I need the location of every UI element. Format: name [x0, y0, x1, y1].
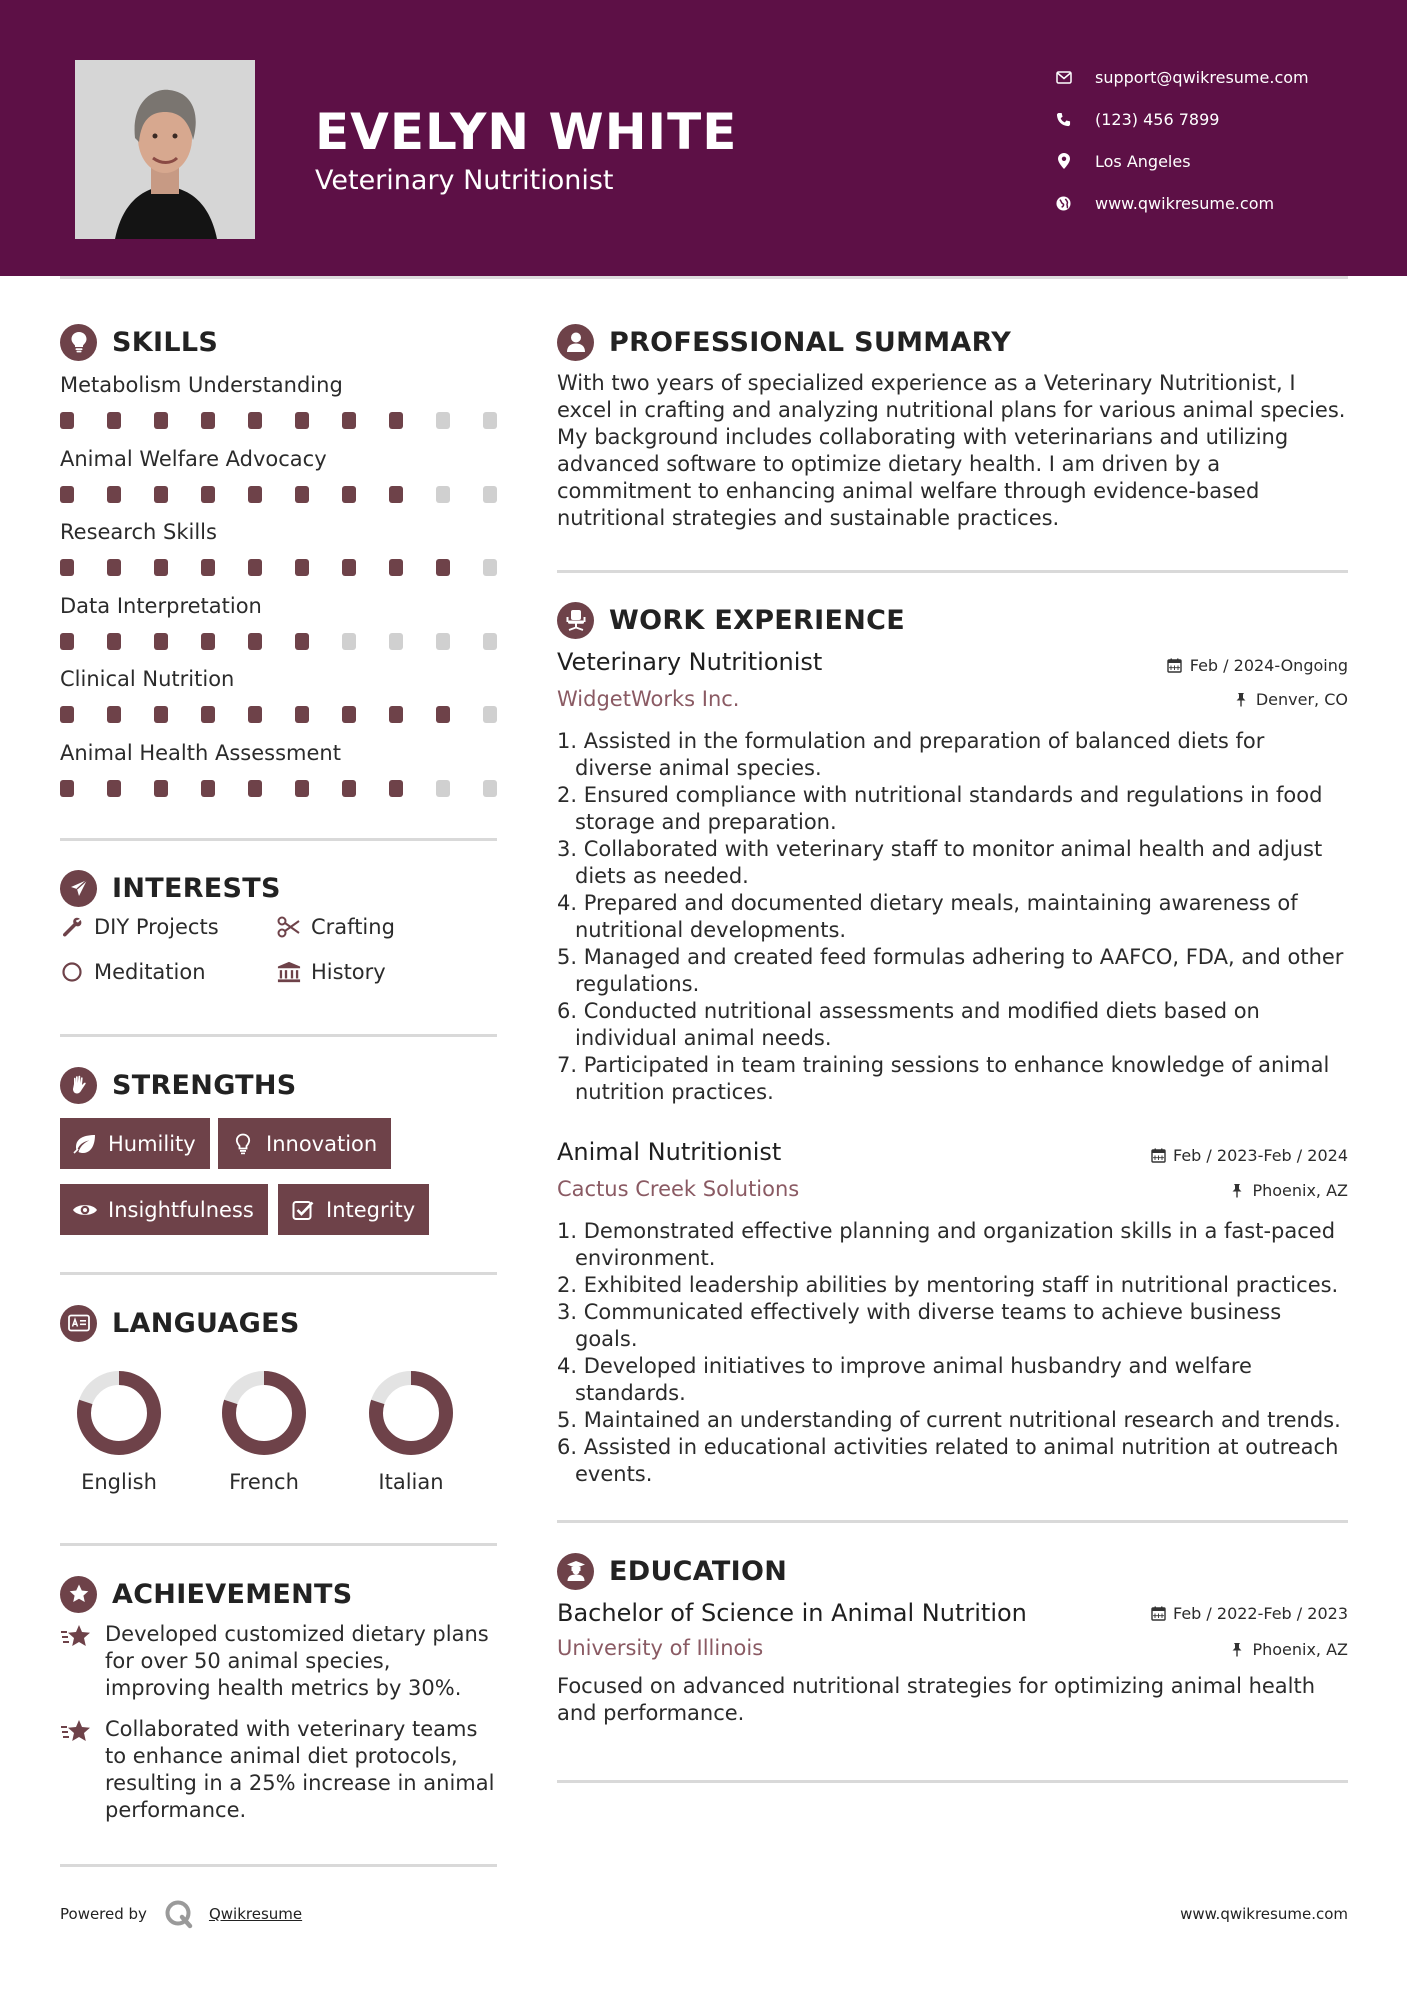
- strength-label: Integrity: [326, 1197, 416, 1222]
- pushpin-icon: [1233, 692, 1249, 708]
- wrench-icon: [60, 915, 84, 939]
- contact-email[interactable]: [1055, 56, 1309, 98]
- job-dates: [1167, 656, 1348, 675]
- skill-dot-filled: [342, 486, 356, 503]
- achievement-item: [60, 1716, 500, 1824]
- languages-title: LANGUAGES: [112, 1307, 300, 1339]
- skill-dot-filled: [248, 559, 262, 576]
- skill-dot-filled: [154, 486, 168, 503]
- skill-dot-filled: [107, 559, 121, 576]
- skill-item: [60, 517, 497, 591]
- section-divider: [557, 1520, 1348, 1523]
- map-marker-icon: [1055, 153, 1072, 170]
- header-divider: [60, 276, 1348, 279]
- skill-dot-filled: [60, 559, 74, 576]
- skills-list: [60, 370, 497, 811]
- qwikresume-link[interactable]: Qwikresume: [208, 1905, 303, 1923]
- interest-item: [60, 915, 219, 939]
- section-divider: [557, 1780, 1348, 1783]
- footer-branding: [60, 1898, 302, 1930]
- skill-dot-filled: [342, 412, 356, 429]
- calendar-icon: [1150, 1148, 1166, 1164]
- skill-rating: [60, 486, 497, 503]
- achievement-text: Collaborated with veterinary teams to enhance animal diet protocols, resulting in a 25% increase in animal performance.: [105, 1717, 495, 1822]
- section-divider: [60, 838, 497, 841]
- skill-dot-empty: [342, 633, 356, 650]
- experience-heading: [557, 600, 905, 640]
- skill-name: Animal Health Assessment: [60, 740, 341, 765]
- education-heading: [557, 1551, 787, 1591]
- skill-dot-filled: [154, 633, 168, 650]
- section-divider: [60, 1864, 497, 1867]
- summary-text: With two years of specialized experience as a Veterinary Nutritionist, I excel in crafting and analyzing nutritional plans for various animal species. My background includes collaborating with veterinarians and utilizing advanced software to optimize dietary health. I am driven by a commitment to enhancing animal welfare through evidence-based nutritional strategies and sustainable practices.: [557, 371, 1346, 530]
- language-proficiency-ring: [219, 1368, 309, 1458]
- skill-rating: [60, 780, 497, 797]
- degree-title: Bachelor of Science in Animal Nutrition: [557, 1599, 1027, 1627]
- duty-item: 6. Assisted in educational activities related to animal nutrition at outreach events.: [557, 1435, 1339, 1486]
- section-divider: [60, 1034, 497, 1037]
- interest-label: History: [311, 960, 386, 984]
- skill-dot-filled: [436, 706, 450, 723]
- job-location: [1233, 690, 1348, 709]
- skill-dot-empty: [436, 780, 450, 797]
- leaf-icon: [72, 1132, 98, 1156]
- strengths-title: STRENGTHS: [112, 1069, 297, 1101]
- skill-dot-filled: [342, 559, 356, 576]
- job-duties: [557, 728, 1347, 1106]
- job-location-text: Phoenix, AZ: [1252, 1181, 1348, 1200]
- strength-tag: [278, 1184, 429, 1235]
- skill-item: [60, 444, 497, 518]
- profile-photo: [75, 60, 255, 239]
- skill-dot-filled: [60, 486, 74, 503]
- skill-dot-filled: [107, 412, 121, 429]
- language-card-icon: [60, 1305, 97, 1342]
- achievement-text: Developed customized dietary plans for over 50 animal species, improving health metrics by 30%.: [105, 1622, 489, 1700]
- strength-tag: [60, 1184, 268, 1235]
- skill-dot-filled: [389, 486, 403, 503]
- skill-dot-empty: [483, 559, 497, 576]
- strengths-heading: [60, 1065, 297, 1105]
- skill-dot-empty: [436, 486, 450, 503]
- circle-icon: [60, 960, 84, 984]
- graduate-icon: [557, 1553, 594, 1590]
- strength-tag: [218, 1118, 391, 1169]
- interests-heading: [60, 868, 281, 908]
- strength-tag: [60, 1118, 210, 1169]
- duty-item: 4. Prepared and documented dietary meals, maintaining awareness of nutritional developments.: [557, 891, 1298, 942]
- pushpin-icon: [1229, 1183, 1245, 1199]
- skill-dot-filled: [248, 412, 262, 429]
- skill-rating: [60, 633, 497, 650]
- skill-name: Metabolism Understanding: [60, 373, 343, 397]
- skill-rating: [60, 412, 497, 429]
- interest-item: [277, 915, 395, 939]
- skill-dot-empty: [483, 780, 497, 797]
- contact-location-text: Los Angeles: [1095, 151, 1191, 171]
- skill-dot-filled: [295, 486, 309, 503]
- skills-title: SKILLS: [112, 326, 219, 358]
- skill-dot-filled: [201, 559, 215, 576]
- duty-item: 4. Developed initiatives to improve animal husbandry and welfare standards.: [557, 1354, 1252, 1405]
- interest-label: Crafting: [311, 915, 395, 939]
- eye-icon: [72, 1198, 98, 1222]
- skill-dot-filled: [60, 633, 74, 650]
- section-divider: [557, 570, 1348, 573]
- contact-phone[interactable]: [1055, 98, 1309, 140]
- candidate-title: Veterinary Nutritionist: [315, 165, 614, 196]
- education-location: [1229, 1640, 1348, 1659]
- skill-dot-empty: [436, 633, 450, 650]
- user-icon: [557, 324, 594, 361]
- star-badge-icon: [60, 1576, 97, 1613]
- education-dates-text: Feb / 2022-Feb / 2023: [1173, 1604, 1348, 1623]
- skill-dot-filled: [154, 559, 168, 576]
- paper-plane-icon: [60, 870, 97, 907]
- skill-dot-filled: [248, 633, 262, 650]
- shooting-star-icon: [60, 1718, 92, 1748]
- skill-name: Animal Welfare Advocacy: [60, 446, 327, 471]
- achievements-title: ACHIEVEMENTS: [112, 1578, 353, 1610]
- footer-website[interactable]: www.qwikresume.com: [1180, 1905, 1348, 1923]
- skill-dot-filled: [107, 633, 121, 650]
- contact-location: [1055, 140, 1309, 182]
- shooting-star-icon: [60, 1623, 92, 1653]
- skill-dot-empty: [483, 633, 497, 650]
- education-dates: [1150, 1604, 1348, 1623]
- skill-name: Data Interpretation: [60, 593, 262, 618]
- summary-heading: [557, 322, 1011, 362]
- skill-dot-empty: [483, 706, 497, 723]
- skill-dot-filled: [295, 706, 309, 723]
- skill-dot-filled: [154, 412, 168, 429]
- skill-dot-filled: [107, 486, 121, 503]
- skill-rating: [60, 706, 497, 723]
- skill-dot-filled: [436, 559, 450, 576]
- duty-item: 1. Assisted in the formulation and preparation of balanced diets for diverse animal species.: [557, 729, 1265, 780]
- skill-dot-filled: [201, 780, 215, 797]
- language-proficiency-ring: [366, 1368, 456, 1458]
- skill-dot-filled: [107, 706, 121, 723]
- hand-icon: [60, 1067, 97, 1104]
- language-name: French: [229, 1470, 299, 1494]
- skill-dot-empty: [436, 412, 450, 429]
- achievement-item: [60, 1621, 500, 1702]
- skill-dot-filled: [154, 706, 168, 723]
- phone-icon: [1055, 111, 1072, 128]
- envelope-icon: [1055, 69, 1072, 86]
- strength-label: Innovation: [266, 1131, 378, 1156]
- contact-website-text: www.qwikresume.com: [1095, 193, 1275, 213]
- education-title: EDUCATION: [609, 1555, 788, 1587]
- bank-icon: [277, 960, 301, 984]
- language-item: [346, 1368, 476, 1494]
- skill-item: [60, 738, 497, 812]
- section-divider: [60, 1272, 497, 1275]
- skill-dot-filled: [248, 780, 262, 797]
- strength-label: Humility: [108, 1131, 196, 1156]
- check-square-icon: [290, 1198, 316, 1222]
- powered-by-text: Powered by: [60, 1905, 147, 1923]
- skill-dot-filled: [248, 486, 262, 503]
- interest-label: Meditation: [94, 960, 206, 984]
- skill-dot-filled: [342, 706, 356, 723]
- skill-name: Research Skills: [60, 520, 217, 544]
- languages-heading: [60, 1303, 300, 1343]
- experience-title: WORK EXPERIENCE: [609, 604, 905, 636]
- duty-item: 2. Exhibited leadership abilities by mentoring staff in nutritional practices.: [557, 1273, 1339, 1297]
- duty-item: 2. Ensured compliance with nutritional standards and regulations in food storage and preparation.: [557, 783, 1323, 834]
- skill-dot-filled: [389, 559, 403, 576]
- school-name: University of Illinois: [557, 1636, 764, 1660]
- calendar-icon: [1150, 1606, 1166, 1622]
- skill-dot-filled: [295, 412, 309, 429]
- skill-dot-filled: [201, 486, 215, 503]
- education-description: Focused on advanced nutritional strategies for optimizing animal health and performance.: [557, 1674, 1316, 1725]
- language-proficiency-ring: [74, 1368, 164, 1458]
- duty-item: 7. Participated in team training sessions to enhance knowledge of animal nutrition practices.: [557, 1053, 1330, 1104]
- contact-website[interactable]: [1055, 182, 1309, 224]
- skill-dot-filled: [295, 559, 309, 576]
- language-item: [199, 1368, 329, 1494]
- skill-name: Clinical Nutrition: [60, 667, 235, 691]
- skill-dot-filled: [248, 706, 262, 723]
- interests-title: INTERESTS: [112, 872, 281, 904]
- skill-dot-filled: [60, 412, 74, 429]
- skill-dot-filled: [295, 633, 309, 650]
- candidate-name: EVELYN WHITE: [315, 103, 738, 161]
- interest-label: DIY Projects: [94, 915, 219, 939]
- duty-item: 1. Demonstrated effective planning and organization skills in a fast-paced environment.: [557, 1219, 1336, 1270]
- job-duties: [557, 1218, 1347, 1488]
- pushpin-icon: [1229, 1642, 1245, 1658]
- lightbulb-icon: [230, 1132, 256, 1156]
- interest-item: [60, 960, 206, 984]
- contact-email-text: support@qwikresume.com: [1095, 67, 1309, 87]
- interest-item: [277, 960, 386, 984]
- globe-icon: [1055, 195, 1072, 212]
- job-title: Veterinary Nutritionist: [557, 648, 823, 676]
- skill-item: [60, 370, 497, 444]
- contact-info: [1055, 56, 1309, 224]
- job-dates-text: Feb / 2024-Ongoing: [1189, 656, 1348, 675]
- skill-dot-filled: [201, 706, 215, 723]
- skill-dot-filled: [295, 780, 309, 797]
- header-banner: [0, 0, 1407, 276]
- skill-dot-empty: [483, 486, 497, 503]
- office-chair-icon: [557, 602, 594, 639]
- strength-label: Insightfulness: [108, 1197, 254, 1222]
- language-name: Italian: [378, 1470, 444, 1494]
- skill-rating: [60, 559, 497, 576]
- skills-heading: [60, 322, 218, 362]
- skill-dot-filled: [342, 780, 356, 797]
- job-location-text: Denver, CO: [1255, 690, 1348, 709]
- duty-item: 5. Maintained an understanding of current nutritional research and trends.: [557, 1408, 1341, 1432]
- company-name: WidgetWorks Inc.: [557, 687, 740, 711]
- skill-dot-empty: [389, 633, 403, 650]
- summary-title: PROFESSIONAL SUMMARY: [609, 326, 1012, 358]
- skill-dot-filled: [154, 780, 168, 797]
- skill-dot-filled: [201, 412, 215, 429]
- education-location-text: Phoenix, AZ: [1252, 1640, 1348, 1659]
- skill-dot-filled: [389, 706, 403, 723]
- skill-item: [60, 591, 497, 665]
- job-location: [1229, 1181, 1348, 1200]
- duty-item: 3. Communicated effectively with diverse teams to achieve business goals.: [557, 1300, 1282, 1351]
- job-dates: [1150, 1146, 1348, 1165]
- section-divider: [60, 1543, 497, 1546]
- calendar-icon: [1167, 658, 1183, 674]
- skill-dot-empty: [483, 412, 497, 429]
- skill-dot-filled: [389, 780, 403, 797]
- duty-item: 5. Managed and created feed formulas adhering to AAFCO, FDA, and other regulations.: [557, 945, 1344, 996]
- lightbulb-icon: [60, 324, 97, 361]
- contact-phone-text: (123) 456 7899: [1095, 109, 1220, 129]
- skill-dot-filled: [60, 780, 74, 797]
- language-name: English: [81, 1470, 157, 1494]
- skill-dot-filled: [389, 412, 403, 429]
- company-name: Cactus Creek Solutions: [557, 1177, 800, 1201]
- duty-item: 3. Collaborated with veterinary staff to monitor animal health and adjust diets as needed.: [557, 837, 1323, 888]
- job-title: Animal Nutritionist: [557, 1138, 782, 1166]
- achievements-heading: [60, 1574, 353, 1614]
- duty-item: 6. Conducted nutritional assessments and modified diets based on individual animal needs.: [557, 999, 1260, 1050]
- job-dates-text: Feb / 2023-Feb / 2024: [1173, 1146, 1348, 1165]
- skill-dot-filled: [107, 780, 121, 797]
- skill-dot-filled: [201, 633, 215, 650]
- qwikresume-logo-icon: [161, 1898, 197, 1930]
- skill-item: [60, 664, 497, 738]
- language-item: [54, 1368, 184, 1494]
- scissors-icon: [277, 915, 301, 939]
- skill-dot-filled: [60, 706, 74, 723]
